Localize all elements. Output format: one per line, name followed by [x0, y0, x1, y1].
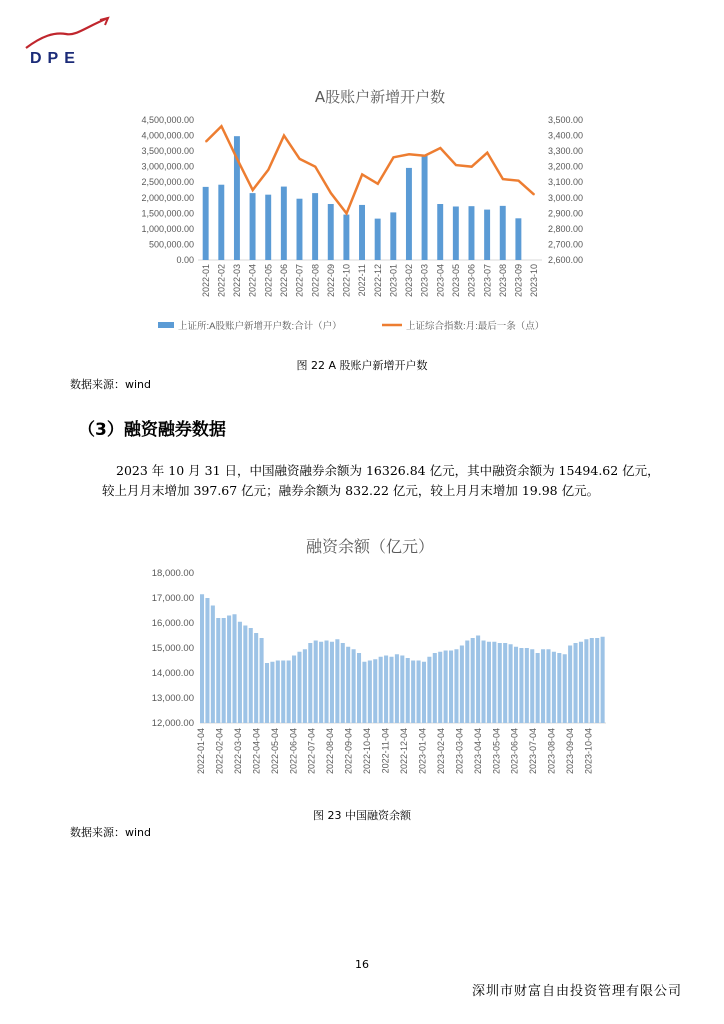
y-right-tick: 3,100.00 — [548, 177, 584, 188]
paragraph — [102, 461, 662, 501]
x-tick: 2022-02-04 — [214, 728, 225, 775]
y-tick: 12,000.00 — [151, 718, 194, 729]
bar — [238, 622, 242, 723]
bar — [319, 642, 323, 723]
bar — [515, 218, 521, 260]
y-right-tick: 2,900.00 — [548, 208, 584, 219]
bar — [281, 187, 287, 260]
x-tick: 2022-10 — [341, 264, 352, 298]
y-tick: 14,000.00 — [151, 668, 194, 679]
x-tick: 2022-06-04 — [288, 728, 299, 775]
x-tick: 2022-04 — [247, 264, 258, 298]
x-tick: 2022-07 — [294, 264, 305, 298]
legend-swatch-bars — [158, 322, 174, 328]
bar — [509, 644, 513, 723]
x-tick: 2022-10-04 — [362, 728, 373, 775]
chart2-title: 融资余额（亿元） — [305, 537, 434, 556]
chart1-title: A股账户新增开户数 — [314, 88, 446, 106]
bar — [330, 642, 334, 723]
bar — [379, 657, 383, 723]
bar — [498, 643, 502, 723]
bar — [200, 594, 204, 723]
x-tick: 2022-08-04 — [325, 728, 336, 775]
bar — [481, 641, 485, 724]
bar — [453, 206, 459, 260]
x-tick: 2023-01-04 — [417, 728, 428, 775]
bar — [346, 647, 350, 723]
line-point — [377, 183, 378, 184]
bar — [568, 646, 572, 724]
bar — [260, 638, 264, 723]
bar — [525, 648, 529, 723]
y-left-tick: 4,000,000.00 — [141, 130, 194, 141]
x-tick: 2023-06-04 — [509, 728, 520, 775]
x-tick: 2023-08-04 — [546, 728, 557, 775]
line-point — [315, 166, 316, 167]
x-tick: 2022-09 — [325, 264, 336, 298]
bar — [222, 618, 226, 723]
bar — [471, 638, 475, 723]
y-left-tick: 0.00 — [176, 255, 194, 265]
bar — [270, 662, 274, 723]
bar — [254, 633, 258, 723]
bar — [368, 661, 372, 724]
x-tick: 2022-01-04 — [196, 728, 206, 775]
company-name: 深圳市财富自由投资管理有限公司 — [471, 984, 682, 999]
bar — [601, 637, 605, 723]
bar — [373, 659, 377, 723]
y-right-tick: 3,000.00 — [548, 192, 584, 203]
bar — [205, 598, 209, 723]
line-point — [362, 174, 363, 175]
y-left-tick: 1,500,000.00 — [141, 208, 194, 219]
bar — [352, 649, 356, 723]
bar — [312, 193, 318, 260]
chart2-svg — [130, 532, 610, 804]
bar — [243, 626, 247, 724]
x-tick: 2023-03-04 — [454, 728, 465, 775]
bar — [492, 642, 496, 723]
line-point — [393, 157, 394, 158]
line-point — [487, 152, 488, 153]
y-tick: 16,000.00 — [151, 618, 194, 629]
bar — [454, 649, 458, 723]
page-number: 16 — [355, 958, 369, 971]
x-tick: 2023-10 — [529, 264, 540, 298]
bar — [265, 195, 271, 260]
bar — [335, 639, 339, 723]
paragraph-text: 2023 年 10 月 31 日，中国融资融券余额为 16326.84 亿元，其中融资余额为 15494.62 亿元，较上月月末增加 397.67 亿元；融券余额为 832.22 亿元，较上月月末增加 19.98 亿元。 — [102, 463, 660, 498]
bar — [437, 204, 443, 260]
bar — [227, 616, 231, 724]
bar — [557, 653, 561, 723]
bar — [484, 210, 490, 260]
chart-account-openings — [141, 82, 610, 352]
line-point — [502, 179, 503, 180]
line-point — [221, 126, 222, 127]
y-tick: 13,000.00 — [151, 693, 194, 704]
bar — [449, 651, 453, 724]
bar — [292, 656, 296, 724]
legend-label-bars: 上证所:A股账户新增开户数:合计（户） — [178, 321, 342, 332]
line-point — [534, 194, 535, 195]
bar — [417, 661, 421, 724]
y-tick: 18,000.00 — [151, 568, 194, 579]
line-point — [330, 193, 331, 194]
line-point — [471, 166, 472, 167]
bar — [503, 643, 507, 723]
bar — [552, 652, 556, 723]
x-tick: 2023-05-04 — [491, 728, 502, 775]
bar — [211, 606, 215, 724]
bar — [343, 215, 349, 260]
x-tick: 2023-07 — [482, 264, 493, 298]
bar — [584, 639, 588, 723]
logo-swoosh-icon — [26, 18, 108, 48]
bar — [297, 199, 303, 260]
chart1-caption: 图 22 A 股账户新增开户数 — [296, 359, 428, 372]
y-tick: 17,000.00 — [151, 593, 194, 604]
x-tick: 2022-01 — [200, 264, 211, 298]
x-tick: 2022-05-04 — [269, 728, 280, 775]
bar — [384, 656, 388, 724]
chart-margin-balance — [130, 532, 610, 804]
bar — [487, 642, 491, 723]
bar — [438, 652, 442, 723]
line-point — [283, 135, 284, 136]
bar — [546, 649, 550, 723]
bar — [595, 638, 599, 723]
bar — [514, 647, 518, 723]
line-point — [346, 213, 347, 214]
y-tick: 15,000.00 — [151, 643, 194, 654]
line-point — [252, 189, 253, 190]
line-point — [518, 180, 519, 181]
x-tick: 2023-03 — [419, 264, 430, 298]
bar — [281, 661, 285, 724]
bar — [390, 212, 396, 260]
line-point — [408, 154, 409, 155]
bar — [541, 649, 545, 723]
x-tick: 2023-01 — [388, 264, 399, 298]
y-right-tick: 3,400.00 — [548, 130, 584, 141]
bar — [460, 646, 464, 724]
y-left-tick: 1,000,000.00 — [141, 223, 194, 234]
y-right-tick: 3,200.00 — [548, 161, 584, 172]
bar — [389, 657, 393, 723]
bar — [400, 656, 404, 724]
y-right-tick: 3,300.00 — [548, 146, 584, 157]
line-point — [299, 158, 300, 159]
bar — [218, 185, 224, 260]
x-tick: 2023-04 — [435, 264, 446, 298]
bar — [216, 618, 220, 723]
logo-text: DPE — [30, 50, 81, 67]
y-left-tick: 4,500,000.00 — [141, 115, 194, 125]
x-tick: 2022-09-04 — [343, 728, 354, 775]
line-point — [440, 147, 441, 148]
bar — [308, 643, 312, 723]
bar — [265, 663, 269, 723]
x-tick: 2022-08 — [310, 264, 321, 298]
x-tick: 2023-02 — [404, 264, 415, 298]
x-tick: 2022-12 — [372, 264, 383, 298]
x-tick: 2023-07-04 — [528, 728, 539, 775]
bar — [465, 641, 469, 724]
x-tick: 2023-02-04 — [435, 728, 446, 775]
bar — [328, 204, 334, 260]
x-tick: 2022-03-04 — [232, 728, 243, 775]
x-tick: 2022-07-04 — [306, 728, 317, 775]
bar — [362, 662, 366, 723]
bar — [276, 661, 280, 724]
line-point — [268, 169, 269, 170]
bar — [357, 653, 361, 723]
bar — [297, 652, 301, 723]
y-right-tick: 2,600.00 — [548, 255, 584, 265]
bar — [433, 653, 437, 723]
bar — [375, 219, 381, 260]
legend-label-line: 上证综合指数:月:最后一条（点） — [406, 321, 545, 332]
y-left-tick: 3,000,000.00 — [141, 161, 194, 172]
bar — [579, 642, 583, 723]
bar — [203, 187, 209, 260]
section-heading: （3）融资融券数据 — [78, 420, 226, 440]
line-point — [455, 165, 456, 166]
line-point — [236, 158, 237, 159]
x-tick: 2023-08 — [497, 264, 508, 298]
bar — [303, 649, 307, 723]
x-tick: 2022-06 — [279, 264, 289, 298]
chart1-source: 数据来源：wind — [70, 378, 152, 391]
x-tick: 2022-04-04 — [251, 728, 262, 775]
x-tick: 2023-05 — [451, 264, 461, 298]
x-tick: 2022-11 — [357, 264, 368, 297]
x-tick: 2022-05 — [263, 264, 274, 298]
bar — [530, 649, 534, 723]
bar — [444, 651, 448, 724]
x-tick: 2023-10-04 — [583, 728, 594, 775]
bar — [500, 206, 506, 260]
bar — [427, 657, 431, 723]
chart1-svg — [141, 82, 610, 352]
y-right-tick: 3,500.00 — [548, 115, 584, 125]
bar — [359, 205, 365, 260]
x-tick: 2022-02 — [216, 264, 227, 298]
bar — [422, 662, 426, 723]
bar — [249, 628, 253, 723]
y-left-tick: 2,000,000.00 — [141, 192, 194, 203]
bar — [232, 614, 236, 723]
x-tick: 2022-03 — [232, 264, 243, 298]
y-left-tick: 500,000.00 — [148, 239, 194, 250]
x-tick: 2023-09-04 — [565, 728, 576, 775]
line-point — [424, 155, 425, 156]
bar — [406, 658, 410, 723]
bar — [341, 643, 345, 723]
bar — [250, 193, 256, 260]
x-tick: 2023-06 — [466, 264, 477, 298]
bar — [469, 206, 475, 260]
y-left-tick: 2,500,000.00 — [141, 177, 194, 188]
x-tick: 2022-11-04 — [380, 728, 391, 774]
bar — [519, 648, 523, 723]
bar — [406, 168, 412, 260]
bar — [590, 638, 594, 723]
x-tick: 2023-04-04 — [472, 728, 483, 775]
bar — [563, 654, 567, 723]
bar — [287, 661, 291, 724]
bar — [325, 641, 329, 724]
bar — [574, 643, 578, 723]
line-point — [205, 141, 206, 142]
chart2-caption: 图 23 中国融资余额 — [313, 809, 411, 822]
bar — [422, 155, 428, 260]
chart2-source: 数据来源：wind — [70, 826, 152, 839]
y-right-tick: 2,700.00 — [548, 239, 584, 250]
bar — [314, 641, 318, 724]
bar — [395, 654, 399, 723]
bar — [476, 636, 480, 724]
bar — [411, 661, 415, 724]
x-tick: 2022-12-04 — [399, 728, 409, 775]
y-left-tick: 3,500,000.00 — [141, 146, 194, 157]
x-tick: 2023-09 — [513, 264, 524, 298]
bar — [536, 653, 540, 723]
y-right-tick: 2,800.00 — [548, 223, 584, 234]
